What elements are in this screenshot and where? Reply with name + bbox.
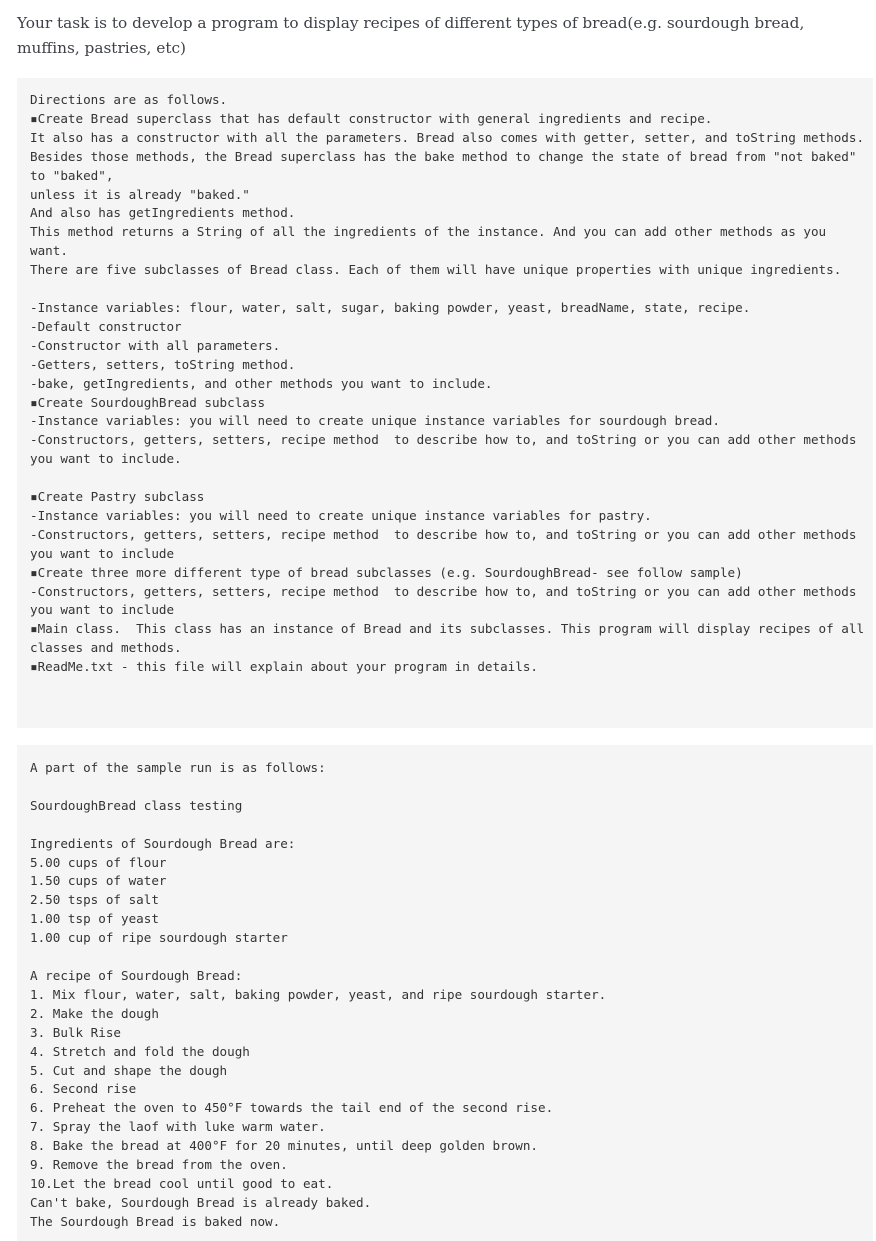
sample-run-code-block: A part of the sample run is as follows: SourdoughBread class testing Ingredients of Sourdough Bread are: 5.00 cups of flour 1.50 cups of water 2.50 tsps of salt 1.00 tsp of yeast 1.00 cup of ripe sourdough starter A recipe of Sourdough Bread: 1. Mix flour, water, salt, baking powder, yeast, and ripe sourdough starter. 2. Make the dough 3. Bulk Rise 4. Stretch and fold the dough 5. Cut and shape the dough 6. Second rise 6. Preheat the oven to 450°F towards the tail end of the second rise. 7. Spray the laof with luke warm water. 8. Bake the bread at 400°F for 20 minutes, until deep golden brown. 9. Remove the bread from the oven. 10.Let the bread cool until good to eat. Can't bake, Sourdough Bread is already baked. The Sourdough Bread is baked now. — [17, 745, 873, 1241]
directions-code-block: Directions are as follows. ▪Create Bread superclass that has default constructor with general ingredients and recipe. It also has a constructor with all the parameters. Bread also comes with getter, setter, and toString methods. Besides those methods, the Bread superclass has the bake method to change the state of bread from "not baked" to "baked", unless it is already "baked." And also has getIngredients method. This method returns a String of all the ingredients of the instance. And you can add other methods as you want. There are five subclasses of Bread class. Each of them will have unique properties with unique ingredients. -Instance variables: flour, water, salt, sugar, baking powder, yeast, breadName, state, recipe. -Default constructor -Constructor with all parameters. -Getters, setters, toString method. -bake, getIngredients, and other methods you want to include. ▪Create SourdoughBread subclass -Instance variables: you will need to create unique instance variables for sourdough bread. -Constructors, getters, setters, recipe method to describe how to, and toString or you can add other methods you want to include. ▪Create Pastry subclass -Instance variables: you will need to create unique instance variables for pastry. -Constructors, getters, setters, recipe method to describe how to, and toString or you can add other methods you want to include ▪Create three more different type of bread subclasses (e.g. SourdoughBread- see follow sample) -Constructors, getters, setters, recipe method to describe how to, and toString or you can add other methods you want to include ▪Main class. This class has an instance of Bread and its subclasses. This program will display recipes of all classes and methods. ▪ReadMe.txt - this file will explain about your program in details. — [17, 78, 873, 728]
task-intro-paragraph: Your task is to develop a program to display recipes of different types of bread(e.g. sourdough bread, muffins, pastries, etc) — [17, 14, 805, 57]
